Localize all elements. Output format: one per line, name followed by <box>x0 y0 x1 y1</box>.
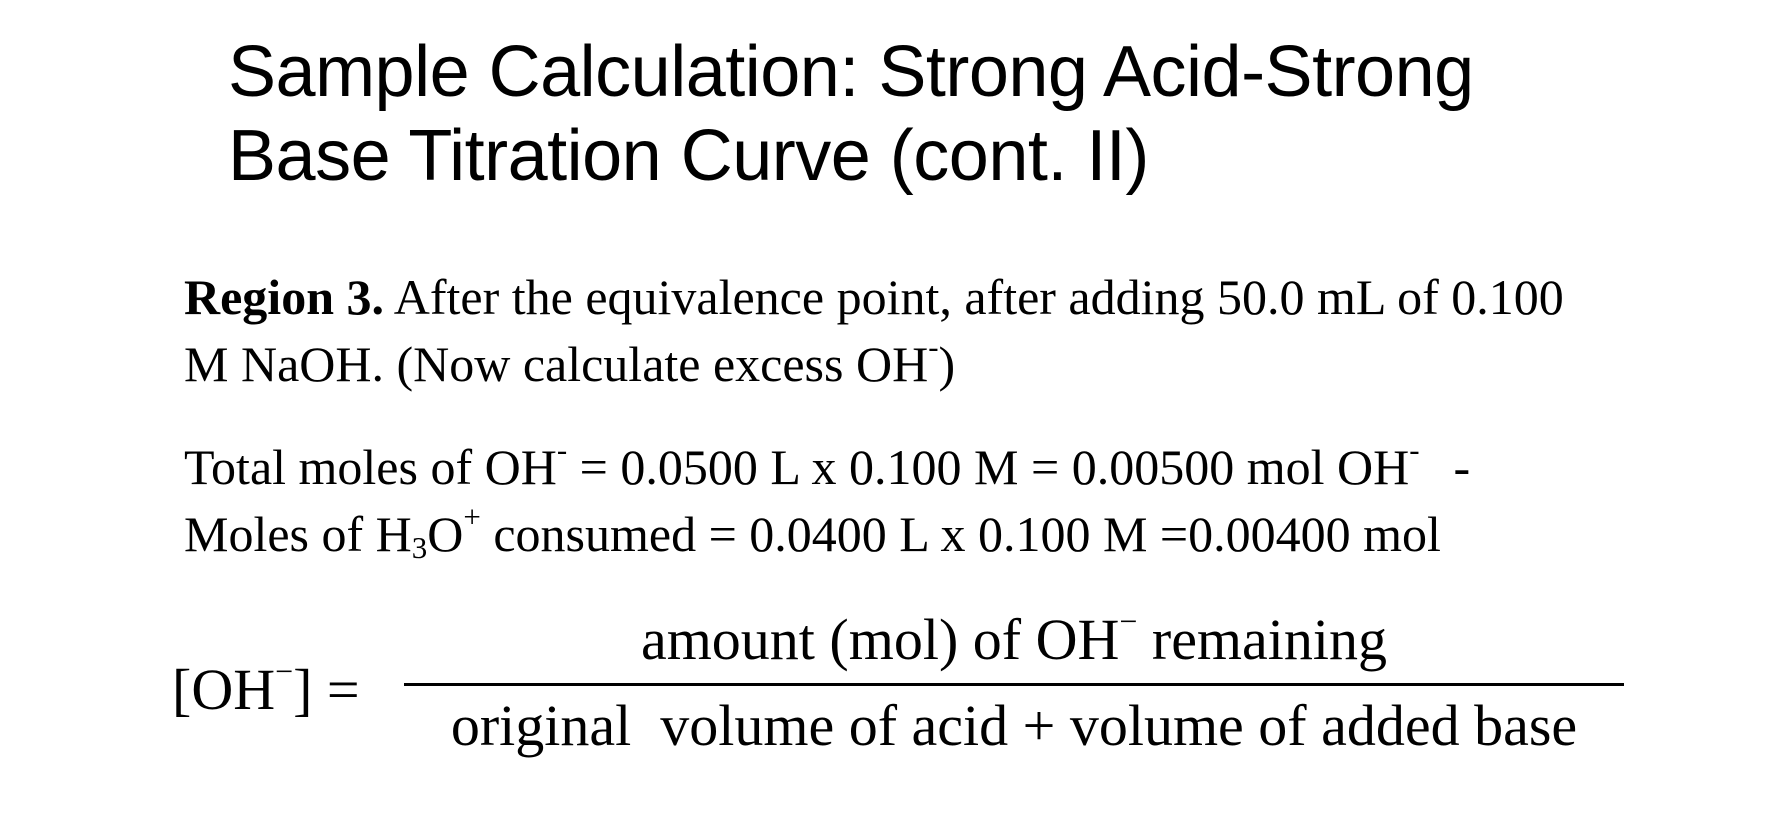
formula-lhs-open: [OH <box>172 657 276 722</box>
region-3-heading: Region 3. <box>184 269 384 325</box>
hydronium-subscript: 3 <box>411 529 428 565</box>
hydroxide-charge: - <box>1409 431 1420 467</box>
slide-title-line-1: Sample Calculation: Strong Acid-Strong <box>228 32 1474 112</box>
formula-numerator-text: amount (mol) of OH <box>640 607 1120 672</box>
region-3-line-1-text: After the equivalence point, after adding 50.0 mL of 0.100 <box>384 269 1564 325</box>
moles-calculation <box>184 431 1471 568</box>
region-3-line-2-text: M NaOH. (Now calculate excess OH <box>184 336 929 392</box>
region-3-line-2-end: ) <box>938 336 956 392</box>
region-3-paragraph <box>184 264 1564 398</box>
slide-title-line-2: Base Titration Curve (cont. II) <box>228 116 1149 196</box>
formula-lhs-charge: − <box>275 653 294 689</box>
hydronium-charge: + <box>463 498 481 534</box>
consumed-moles-oxygen: O <box>427 506 464 562</box>
consumed-moles-line <box>184 498 1470 568</box>
formula-fraction <box>404 600 1624 766</box>
slide-title <box>228 30 1678 198</box>
subtraction-sign: - <box>1453 439 1471 495</box>
formula-lhs <box>172 653 360 723</box>
total-moles-value: = 0.0500 L x 0.100 M = 0.00500 mol OH <box>567 439 1410 495</box>
region-3-line-1 <box>184 264 1564 331</box>
consumed-moles-label: Moles of H <box>184 506 412 562</box>
region-3-line-2 <box>184 328 1564 398</box>
formula-lhs-close: ] = <box>293 657 360 722</box>
total-moles-label: Total moles of OH <box>184 439 557 495</box>
formula-numerator-charge: − <box>1119 603 1138 639</box>
hydroxide-concentration-formula <box>172 600 1632 780</box>
hydroxide-charge: - <box>556 431 568 467</box>
formula-denominator: original volume of acid + volume of added base <box>450 693 1578 758</box>
total-moles-line <box>184 431 1471 501</box>
formula-numerator <box>404 600 1624 680</box>
consumed-moles-value: consumed = 0.0400 L x 0.100 M =0.00400 mol <box>480 506 1441 562</box>
hydroxide-charge: - <box>928 328 939 364</box>
formula-numerator-end: remaining <box>1137 607 1388 672</box>
